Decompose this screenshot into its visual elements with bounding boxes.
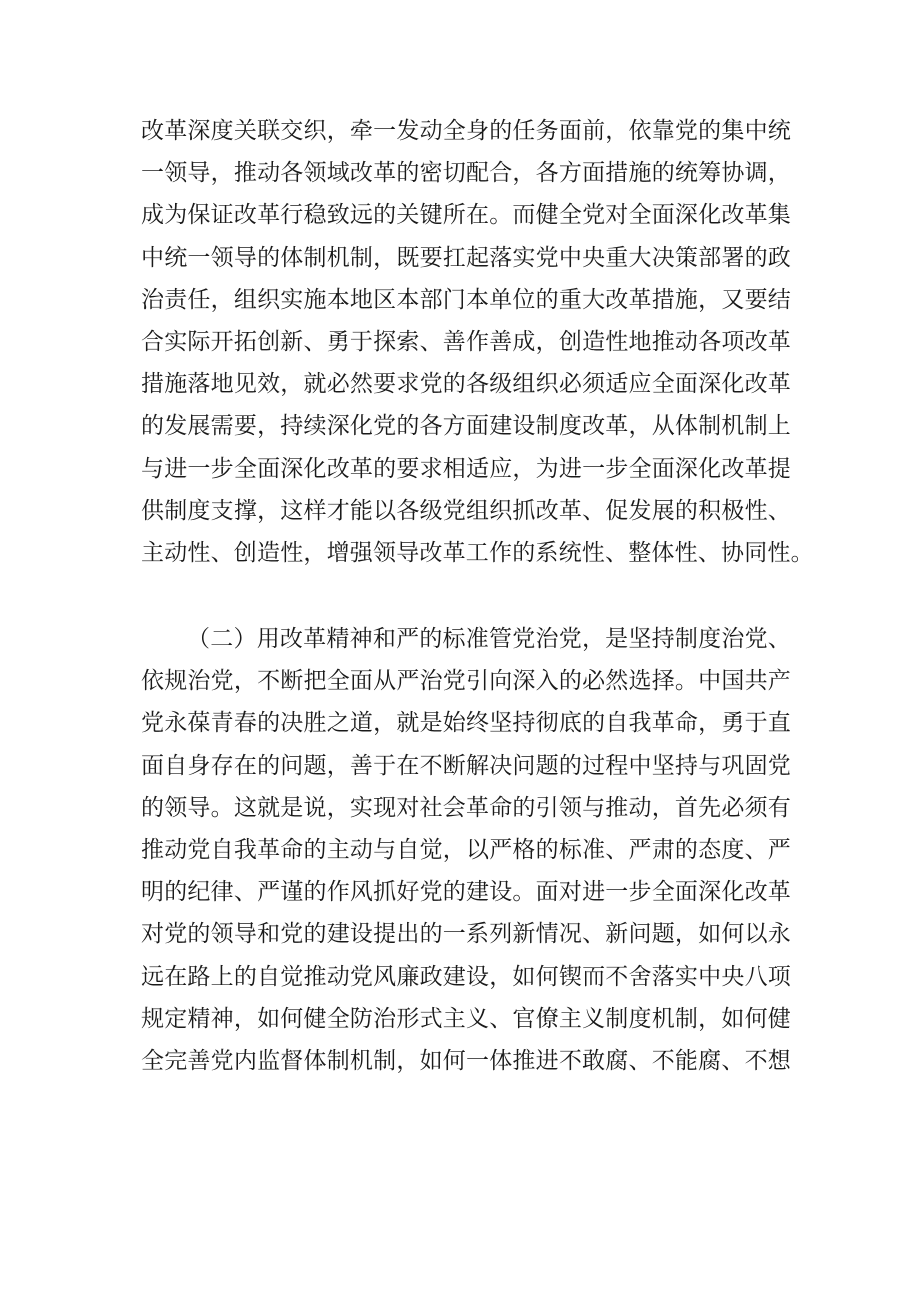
text-line: 依规治党，不断把全面从严治党引向深入的必然选择。中国共产: [141, 668, 791, 695]
body-paragraph-2: [141, 618, 791, 1082]
text-line: 的发展需要，持续深化党的各方面建设制度改革，从体制机制上: [141, 413, 791, 440]
text-line: 与进一步全面深化改革的要求相适应，为进一步全面深化改革提: [141, 455, 791, 482]
section-heading-line: （二）用改革精神和严的标准管党治党，是坚持制度治党、: [187, 626, 791, 652]
text-line: 合实际开拓创新、勇于探索、善作善成，创造性地推动各项改革: [141, 329, 791, 356]
text-line: 远在路上的自觉推动党风廉政建设，如何锲而不舍落实中央八项: [141, 963, 791, 990]
text-line: 推动党自我革命的主动与自觉，以严格的标准、严肃的态度、严: [141, 837, 791, 864]
text-line: 对党的领导和党的建设提出的一系列新情况、新问题，如何以永: [141, 921, 791, 948]
body-paragraph-1: [141, 110, 814, 574]
text-line: 中统一领导的体制机制，既要扛起落实党中央重大决策部署的政: [141, 244, 791, 271]
text-line: 主动性、创造性，增强领导改革工作的系统性、整体性、协同性。: [141, 540, 814, 567]
text-line: 规定精神，如何健全防治形式主义、官僚主义制度机制，如何健: [141, 1005, 791, 1032]
text-line: 成为保证改革行稳致远的关键所在。而健全党对全面深化改革集: [141, 202, 791, 229]
text-line: 供制度支撑，这样才能以各级党组织抓改革、促发展的积极性、: [141, 497, 791, 524]
text-line: 治责任，组织实施本地区本部门本单位的重大改革措施，又要结: [141, 286, 791, 313]
text-line: 全完善党内监督体制机制，如何一体推进不敢腐、不能腐、不想: [141, 1048, 791, 1075]
text-line: 措施落地见效，就必然要求党的各级组织必须适应全面深化改革: [141, 371, 791, 398]
text-line: 党永葆青春的决胜之道，就是始终坚持彻底的自我革命，勇于直: [141, 710, 791, 737]
text-line: 的领导。这就是说，实现对社会革命的引领与推动，首先必须有: [141, 794, 791, 821]
text-line: 明的纪律、严谨的作风抓好党的建设。面对进一步全面深化改革: [141, 879, 791, 906]
text-line: 面自身存在的问题，善于在不断解决问题的过程中坚持与巩固党: [141, 752, 791, 779]
text-line: 改革深度关联交织，牵一发动全身的任务面前，依靠党的集中统: [141, 118, 791, 144]
text-line: 一领导，推动各领域改革的密切配合，各方面措施的统筹协调，: [141, 160, 791, 187]
